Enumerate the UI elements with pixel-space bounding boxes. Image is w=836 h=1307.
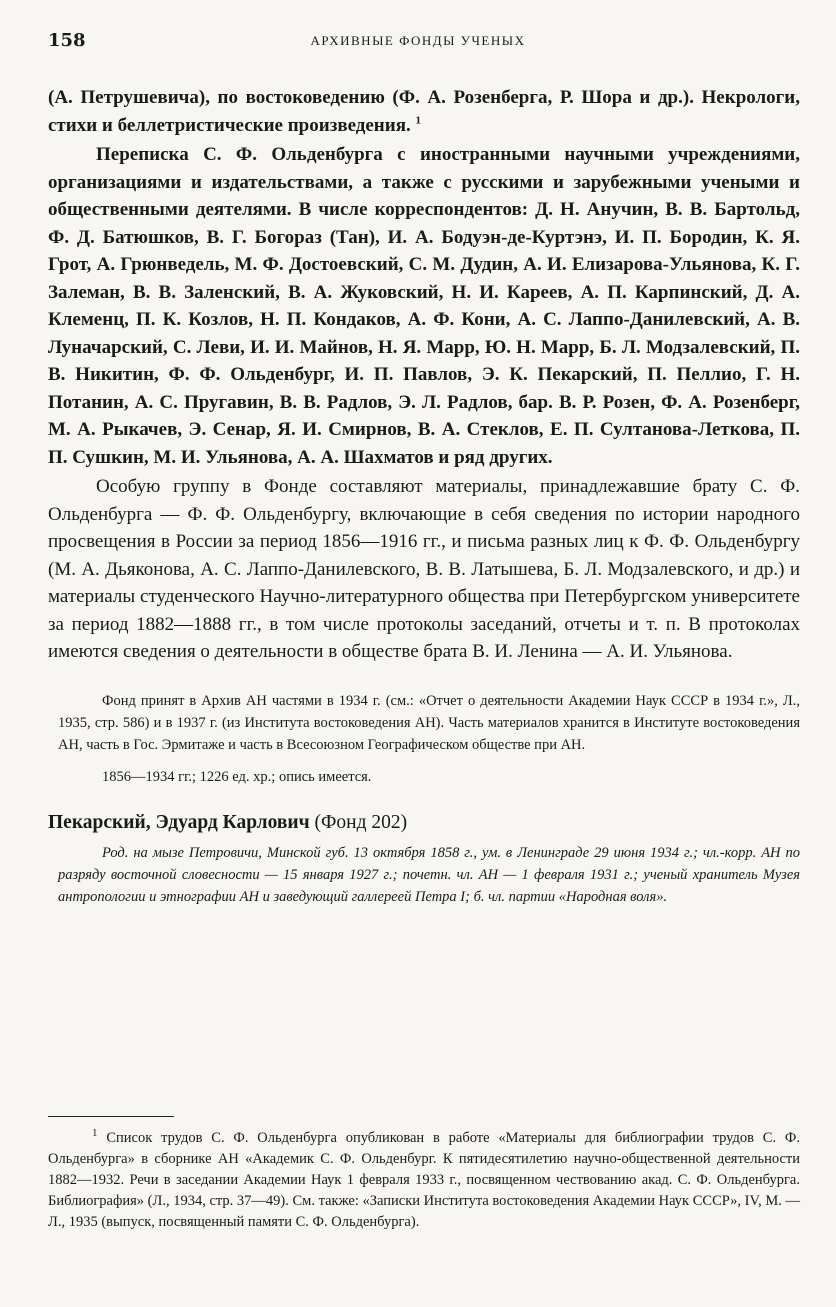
footnote-separator xyxy=(48,1116,174,1117)
entry-heading xyxy=(48,812,800,834)
correspondence-paragraph: Переписка С. Ф. Ольденбурга с иностранными научными учреждениями, организациями и издательствами, а также с русскими и зарубежными учеными и общественными деятелями. В числе корреспондентов: Д. Н. Анучин, В. В. Бартольд, Ф. Д. Батюшков, В. Г. Богораз (Тан), И. А. Бодуэн-де-Куртэнэ, И. П. Бородин, К. Я. Грот, А. Грюнведель, М. Ф. Достоевский, С. М. Дудин, А. И. Елизарова-Ульянова, К. Г. Залеман, В. В. Заленский, В. А. Жуковский, Н. И. Кареев, А. П. Карпинский, Д. А. Клеменц, П. К. Козлов, Н. П. Кондаков, А. Ф. Кони, А. С. Лаппо-Данилевский, А. В. Луначарский, С. Леви, И. И. Майнов, Н. Я. Марр, Ю. Н. Марр, Б. Л. Модзалевский, П. В. Никитин, Ф. Ф. Ольденбург, И. П. Павлов, Э. К. Пекарский, П. Пеллио, Г. Н. Потанин, А. С. Пругавин, В. В. Радлов, Э. Л. Радлов, бар. В. Р. Розен, Ф. А. Розенберг, М. А. Рыкачев, Э. Сенар, Я. И. Смирнов, В. А. Стеклов, Е. П. Султанова-Леткова, П. П. Сушкин, М. И. Ульянова, А. А. Шахматов и ряд других. xyxy=(48,144,800,468)
footnote xyxy=(48,1128,800,1233)
footnote-marker: 1 xyxy=(92,1127,98,1140)
fund-dates-note: 1856—1934 гг.; 1226 ед. хр.; опись имеется. xyxy=(102,768,372,785)
entry-biography: Род. на мызе Петровичи, Минской губ. 13 октября 1858 г., ум. в Ленинграде 29 июня 1934 г.; чл.-корр. АН по разряду восточной словесности — 15 января 1927 г.; почетн. чл. АН — 1 февраля 1931 г.; ученый хранитель Музея антропологии и этнографии АН и заведующий галлереей Петра I; б. чл. партии «Народная воля». xyxy=(58,844,800,905)
entry-name: Пекарский, Эдуард Карлович xyxy=(48,811,310,833)
page-header xyxy=(48,30,788,54)
running-head: АРХИВНЫЕ ФОНДЫ УЧЕНЫХ xyxy=(310,33,526,48)
footnote-text: Список трудов С. Ф. Ольденбурга опубликован в работе «Материалы для библиографии трудов С. Ф. Ольденбурга» в сборнике АН «Академик С. Ф. Ольденбург. К пятидесятилетию научно-общественной деятельности 1882—1932. Речи в заседании Академии Наук 1 февраля 1933 г., посвященном чествованию акад. С. Ф. Ольденбурга. Библиография» (Л., 1934, стр. 37—49). См. также: «Записки Института востоковедения Академии Наук СССР», IV, М. — Л., 1935 (выпуск, посвященный памяти С. Ф. Ольденбурга). xyxy=(48,1130,801,1230)
fund-acquisition-note: Фонд принят в Архив АН частями в 1934 г. (см.: «Отчет о деятельности Академии Наук СССР в 1934 г.», Л., 1935, стр. 586) и в 1937 г. (из Института востоковедения АН). Часть материалов хранится в Институте востоковедения АН, часть в Гос. Эрмитаже и часть в Всесоюзном Географическом обществе при АН. xyxy=(58,692,800,753)
page-number: 158 xyxy=(48,30,86,51)
brother-materials-paragraph: Особую группу в Фонде составляют материалы, принадлежавшие брату С. Ф. Ольденбурга — Ф. Ф. Ольденбургу, включающие в себя сведения по истории народного просвещения в России за период 1856—1916 гг., и письма разных лиц к Ф. Ф. Ольденбургу (М. А. Дьяконова, А. С. Лаппо-Данилевского, В. В. Латышева, Б. Л. Модзалевского, и др.) и материалы студенческого Научно-литературного общества при Петербургском университете за период 1882—1888 гг., в том числе протоколы заседаний, отчеты и т. п. В протоколах имеются сведения о деятельности в обществе брата В. И. Ленина — А. И. Ульянова. xyxy=(48,476,800,662)
main-text xyxy=(48,84,800,908)
footnote-reference: 1 xyxy=(415,114,421,127)
lead-paragraph xyxy=(48,84,800,139)
entry-fund-number: (Фонд 202) xyxy=(314,811,408,833)
lead-text: (А. Петрушевича), по востоковедению (Ф. А. Розенберга, Р. Шора и др.). Некрологи, стихи и беллетристические произведения. xyxy=(48,87,800,136)
fund-notes xyxy=(48,690,800,788)
